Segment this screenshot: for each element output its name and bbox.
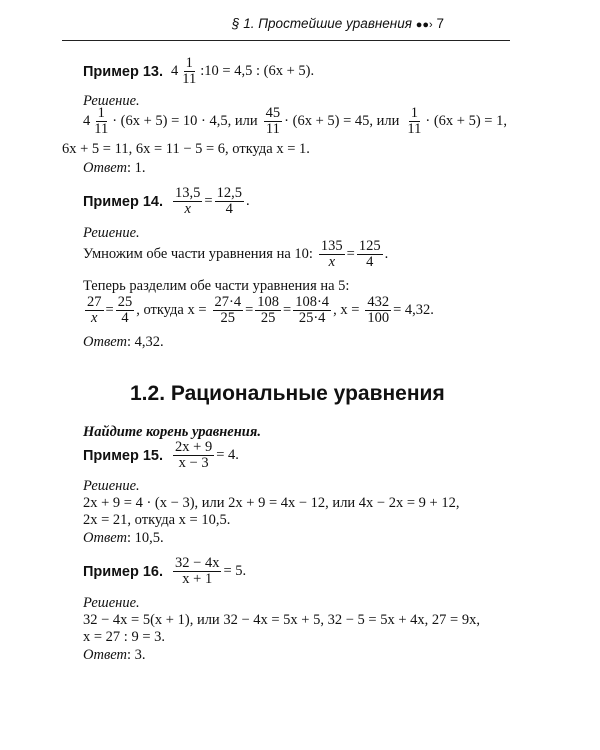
ex13-l1-frac-a [92,106,110,137]
ex14-l3-result: = 4,32. [393,302,434,319]
fraction-numerator: 108 [257,294,280,310]
fraction-denominator: 4 [366,254,374,271]
ex14-l1-end: . [384,246,389,263]
ex16-solution-label: Решение. [83,595,140,611]
ex14-line1: Умножим обе части уравнения на 10: $\frac{135}{x}$ = $\frac{125}{4}$ . [83,238,389,271]
fraction-numerator: 135 [320,238,343,254]
fraction-numerator: 432 [367,294,390,310]
ex14-l3-frac-d [255,295,281,326]
ex14-l3-frac-c [213,295,244,326]
ex16-label: Пример 16. [83,563,164,580]
ex14-answer [83,334,164,351]
fraction-numerator: 125 [358,238,381,254]
fraction-numerator: 45 [265,105,281,121]
section-title: 1.2. Рациональные уравнения [130,382,445,405]
ex13-answer [83,160,145,177]
ex14-answer-value: : 4,32. [126,334,164,350]
ex14-l3-xeq: , x = [333,302,360,319]
ex15-statement-rest: = 4. [216,447,239,464]
fraction-denominator: 100 [367,310,390,327]
fraction-denominator: 11 [407,121,422,138]
ex15-fraction [173,440,214,471]
ex14-line3: $\frac{27}{x}$ = $\frac{25}{4}$ , откуда x = $\frac{27\cdot 4}{25}$ = $\frac{108}{25}$ = $\frac{108\cdot 4}{25\cdot 4}$ , x = $\frac{432}{100}$ = 4,32. [87,294,434,327]
ex14-l1-frac-left [319,239,345,270]
ex16-statement-rest: = 5. [223,563,247,580]
ex13-l1-text-a: · (6x + 5) = 10 · 4,5, или [112,113,258,130]
ex15-answer-label: Ответ [83,530,127,546]
ex14-l3-frac-f [365,295,391,326]
header-rule [62,40,510,41]
ex15-label: Пример 15. [83,447,164,464]
ex13-whole: 4 [171,63,179,80]
fraction-numerator: 13,5 [175,185,201,201]
ex14-l3-frac-e [293,295,331,326]
fraction-denominator: 4 [121,310,129,327]
ex13-l1-whole: 4 [83,113,91,130]
ex16-answer-label: Ответ [83,647,127,663]
dots-icon: ●●› [415,19,433,31]
fraction-numerator: 1 [97,105,105,121]
fraction-denominator: 25 [220,310,236,327]
ex14-answer-label: Ответ [83,334,127,350]
fraction-numerator: 2x + 9 [175,439,213,455]
ex16-fraction [173,556,221,587]
fraction-numerator: 12,5 [216,185,242,201]
ex13-answer-label: Ответ [83,160,127,176]
ex14-l3-frac-b [116,295,135,326]
ex13-statement [83,56,314,87]
ex13-line2: 6x + 5 = 11, 6x = 11 − 5 = 6, откуда x = 1. [62,141,310,157]
ex15-answer [83,530,164,547]
fraction-denominator: x [184,201,191,218]
ex15-solution-label: Решение. [83,478,140,494]
ex14-statement-end: . [245,193,250,210]
ex14-label: Пример 14. [83,193,164,210]
ex16-statement [83,556,246,587]
ex16-line1: 32 − 4x = 5(x + 1), или 32 − 4x = 5x + 5, 32 − 5 = 5x + 4x, 27 = 9x, [83,612,480,628]
fraction-denominator: 11 [182,71,197,88]
fraction-denominator: 25 [260,310,276,327]
ex14-frac-left [173,186,202,217]
ex16-line2: x = 27 : 9 = 3. [83,629,166,645]
ex14-l3-frac-a [85,295,104,326]
fraction-denominator: 11 [265,121,280,138]
fraction-numerator: 25 [117,294,133,310]
ex16-answer [83,647,145,664]
ex13-solution-label: Решение. [83,93,140,109]
ex15-answer-value: : 10,5. [126,530,164,546]
ex13-statement-rest: :10 = 4,5 : (6x + 5). [200,63,315,80]
ex16-answer-value: : 3. [126,647,146,663]
ex14-l3-mid: , откуда x = [136,302,207,319]
ex13-line1 [83,106,507,137]
ex13-l1-frac-c [405,106,423,137]
fraction-denominator: 11 [94,121,109,138]
ex13-label: Пример 13. [83,63,164,80]
ex14-l1-text: Умножим обе части уравнения на 10: [83,246,313,263]
fraction-numerator: 108·4 [295,294,330,310]
fraction-denominator: x + 1 [182,571,213,588]
ex15-statement [83,440,239,471]
fraction-numerator: 27·4 [214,294,242,310]
fraction-numerator: 1 [185,55,193,71]
fraction-denominator: x [328,254,336,271]
ex13-l1-text-c: · (6x + 5) = 1, [425,113,507,130]
ex13-answer-value: : 1. [126,160,146,176]
ex13-fraction [180,56,198,87]
task-heading: Найдите корень уравнения. [83,424,261,440]
ex14-line2: Теперь разделим обе части уравнения на 5: [83,278,350,294]
page-number: 7 [436,16,444,31]
ex15-line2: 2x = 21, откуда x = 10,5. [83,512,231,528]
ex14-frac-right [215,186,244,217]
fraction-denominator: 4 [225,201,233,218]
ex13-l1-frac-b [264,106,283,137]
running-header [232,16,444,31]
fraction-denominator: 25·4 [298,310,326,327]
ex13-l1-text-b: · (6x + 5) = 45, или [284,113,400,130]
fraction-numerator: 1 [410,105,418,121]
ex14-statement: Пример 14. $\frac{13,5}{x}$ = $\frac{12,5}{4}$ . [83,185,250,218]
header-title: § 1. Простейшие уравнения [232,16,412,31]
fraction-numerator: 27 [87,294,102,310]
ex15-line1: 2x + 9 = 4 · (x − 3), или 2x + 9 = 4x − 12, или 4x − 2x = 9 + 12, [83,495,460,511]
fraction-numerator: 32 − 4x [175,555,220,571]
fraction-denominator: x − 3 [178,455,209,472]
ex14-solution-label: Решение. [83,225,140,241]
ex14-l1-frac-right [357,239,383,270]
fraction-denominator: x [91,310,98,327]
